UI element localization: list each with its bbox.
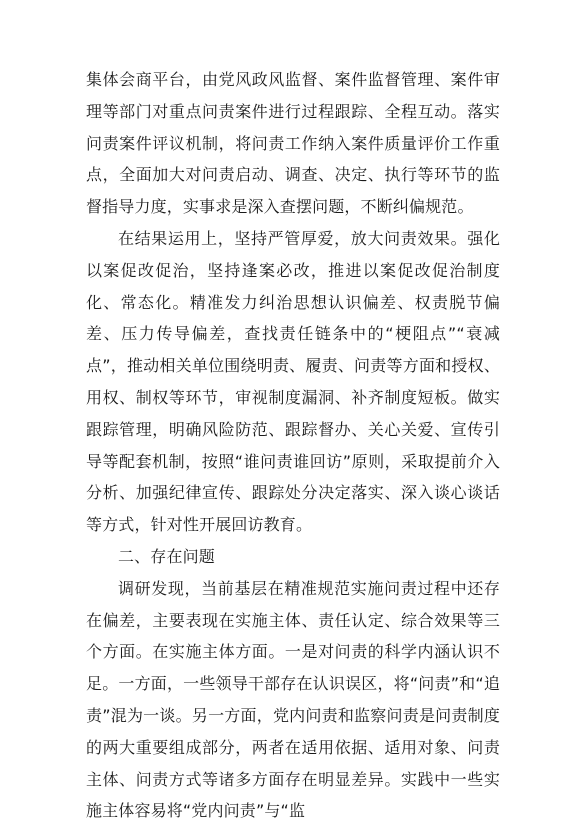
paragraph-problems: 调研发现，当前基层在精准规范实施问责过程中还存在偏差，主要表现在实施主体、责任认定、综合效果等三个方面。在实施主体方面。一是对问责的科学内涵认识不足。一方面，一些领导干部存在认识误区，将“问责”和“追责”混为一谈。另一方面，党内问责和监察问责是问责制度的两大重要组成部分，两者在适用依据、适用对象、问责主体、问责方式等诸多方面存在明显差异。实践中一些实施主体容易将“党内问责”与“监 — [86, 578, 500, 821]
section-heading: 二、存在问题 — [118, 546, 215, 566]
document-body — [86, 64, 500, 827]
paragraph-continuation: 集体会商平台，由党风政风监督、案件监督管理、案件审理等部门对重点问责案件进行过程跟踪、全程互动。落实问责案件评议机制，将问责工作纳入案件质量评价工作重点，全面加大对问责启动、调查、决定、执行等环节的监督指导力度，实事求是深入查摆问题，不断纠偏规范。 — [86, 70, 500, 217]
paragraph-result-application: 在结果运用上，坚持严管厚爱，放大问责效果。强化以案促改促治，坚持逢案必改，推进以案促改促治制度化、常态化。精准发力纠治思想认识偏差、权责脱节偏差、压力传导偏差，查找责任链条中的“梗阻点”“衰减点”，推动相关单位围绕明责、履责、问责等方面和授权、用权、制权等环节，审视制度漏洞、补齐制度短板。做实跟踪管理，明确风险防范、跟踪督办、关心关爱、宣传引导等配套机制，按照“谁问责谁回访”原则，采取提前介入分析、加强纪律宣传、跟踪处分决定落实、深入谈心谈话等方式，针对性开展回访教育。 — [86, 228, 500, 535]
